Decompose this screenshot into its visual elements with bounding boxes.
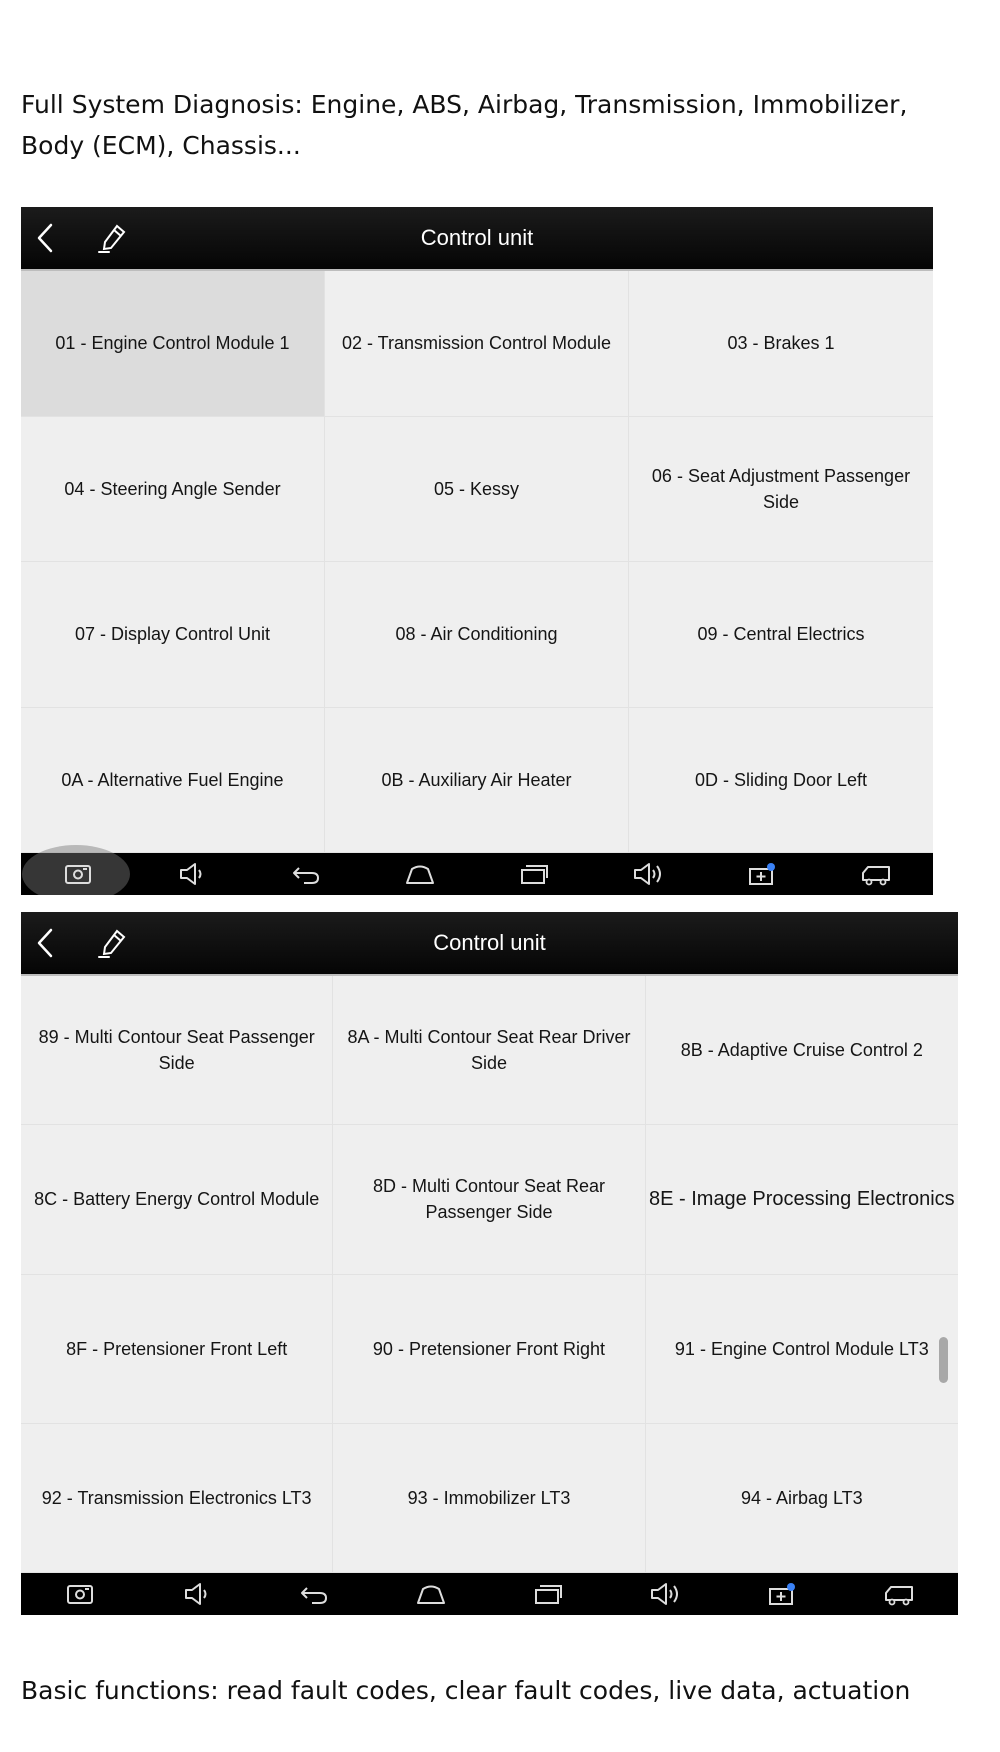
screen-title: Control unit — [420, 225, 534, 250]
back-arrow-icon[interactable] — [27, 925, 65, 961]
control-unit-cell[interactable]: 91 - Engine Control Module LT3 — [646, 1275, 958, 1424]
control-unit-cell[interactable]: 90 - Pretensioner Front Right — [333, 1275, 645, 1424]
control-unit-cell[interactable]: 8B - Adaptive Cruise Control 2 — [646, 976, 958, 1125]
control-unit-cell[interactable]: 8D - Multi Contour Seat Rear Passenger Side — [333, 1125, 645, 1274]
control-unit-cell[interactable]: 06 - Seat Adjustment Passenger Side — [629, 417, 933, 563]
control-unit-cell[interactable]: 8E - Image Processing Electronics — [646, 1125, 958, 1274]
control-unit-cell[interactable]: 02 - Transmission Control Module — [325, 271, 629, 417]
screenshot-icon[interactable] — [58, 859, 98, 889]
control-unit-screen-2 — [21, 912, 958, 1615]
back-icon[interactable] — [294, 1579, 334, 1609]
title-bar — [21, 912, 958, 976]
control-unit-cell[interactable]: 8A - Multi Contour Seat Rear Driver Side — [333, 976, 645, 1125]
control-unit-cell[interactable]: 01 - Engine Control Module 1 — [21, 271, 325, 417]
edit-pen-icon[interactable] — [95, 220, 133, 256]
title-bar — [21, 207, 933, 271]
control-unit-cell[interactable]: 8F - Pretensioner Front Left — [21, 1275, 333, 1424]
control-unit-cell[interactable]: 0D - Sliding Door Left — [629, 708, 933, 854]
control-unit-cell[interactable]: 89 - Multi Contour Seat Passenger Side — [21, 976, 333, 1125]
control-unit-cell[interactable]: 03 - Brakes 1 — [629, 271, 933, 417]
scrollbar-thumb[interactable] — [939, 1337, 948, 1383]
control-unit-cell[interactable]: 8C - Battery Energy Control Module — [21, 1125, 333, 1274]
edit-pen-icon[interactable] — [95, 925, 133, 961]
home-icon[interactable] — [400, 859, 440, 889]
android-nav-bar — [21, 1573, 958, 1615]
back-icon[interactable] — [286, 859, 326, 889]
recent-apps-icon[interactable] — [514, 859, 554, 889]
screenshot-icon[interactable] — [60, 1579, 100, 1609]
control-unit-cell[interactable]: 0B - Auxiliary Air Heater — [325, 708, 629, 854]
caption-top: Full System Diagnosis: Engine, ABS, Airbag, Transmission, Immobilizer, Body (ECM), Chassis... — [21, 90, 908, 160]
truck-icon[interactable] — [879, 1579, 919, 1609]
control-unit-cell[interactable]: 04 - Steering Angle Sender — [21, 417, 325, 563]
truck-icon[interactable] — [856, 859, 896, 889]
volume-down-icon[interactable] — [172, 859, 212, 889]
volume-down-icon[interactable] — [177, 1579, 217, 1609]
vci-connect-icon[interactable] — [762, 1579, 802, 1609]
caption-bottom: Basic functions: read fault codes, clear fault codes, live data, actuation — [21, 1676, 911, 1705]
control-unit-cell[interactable]: 07 - Display Control Unit — [21, 562, 325, 708]
control-unit-cell[interactable]: 94 - Airbag LT3 — [646, 1424, 958, 1573]
vci-connect-icon[interactable] — [742, 859, 782, 889]
control-unit-grid — [21, 271, 933, 853]
back-arrow-icon[interactable] — [27, 220, 65, 256]
volume-up-icon[interactable] — [628, 859, 668, 889]
control-unit-cell[interactable]: 05 - Kessy — [325, 417, 629, 563]
volume-up-icon[interactable] — [645, 1579, 685, 1609]
control-unit-grid — [21, 976, 958, 1573]
screen-title: Control unit — [433, 930, 546, 955]
control-unit-screen-1 — [21, 207, 933, 895]
control-unit-cell[interactable]: 93 - Immobilizer LT3 — [333, 1424, 645, 1573]
control-unit-cell[interactable]: 08 - Air Conditioning — [325, 562, 629, 708]
control-unit-cell[interactable]: 09 - Central Electrics — [629, 562, 933, 708]
home-icon[interactable] — [411, 1579, 451, 1609]
android-nav-bar — [21, 853, 933, 895]
control-unit-cell[interactable]: 92 - Transmission Electronics LT3 — [21, 1424, 333, 1573]
recent-apps-icon[interactable] — [528, 1579, 568, 1609]
control-unit-cell[interactable]: 0A - Alternative Fuel Engine — [21, 708, 325, 854]
